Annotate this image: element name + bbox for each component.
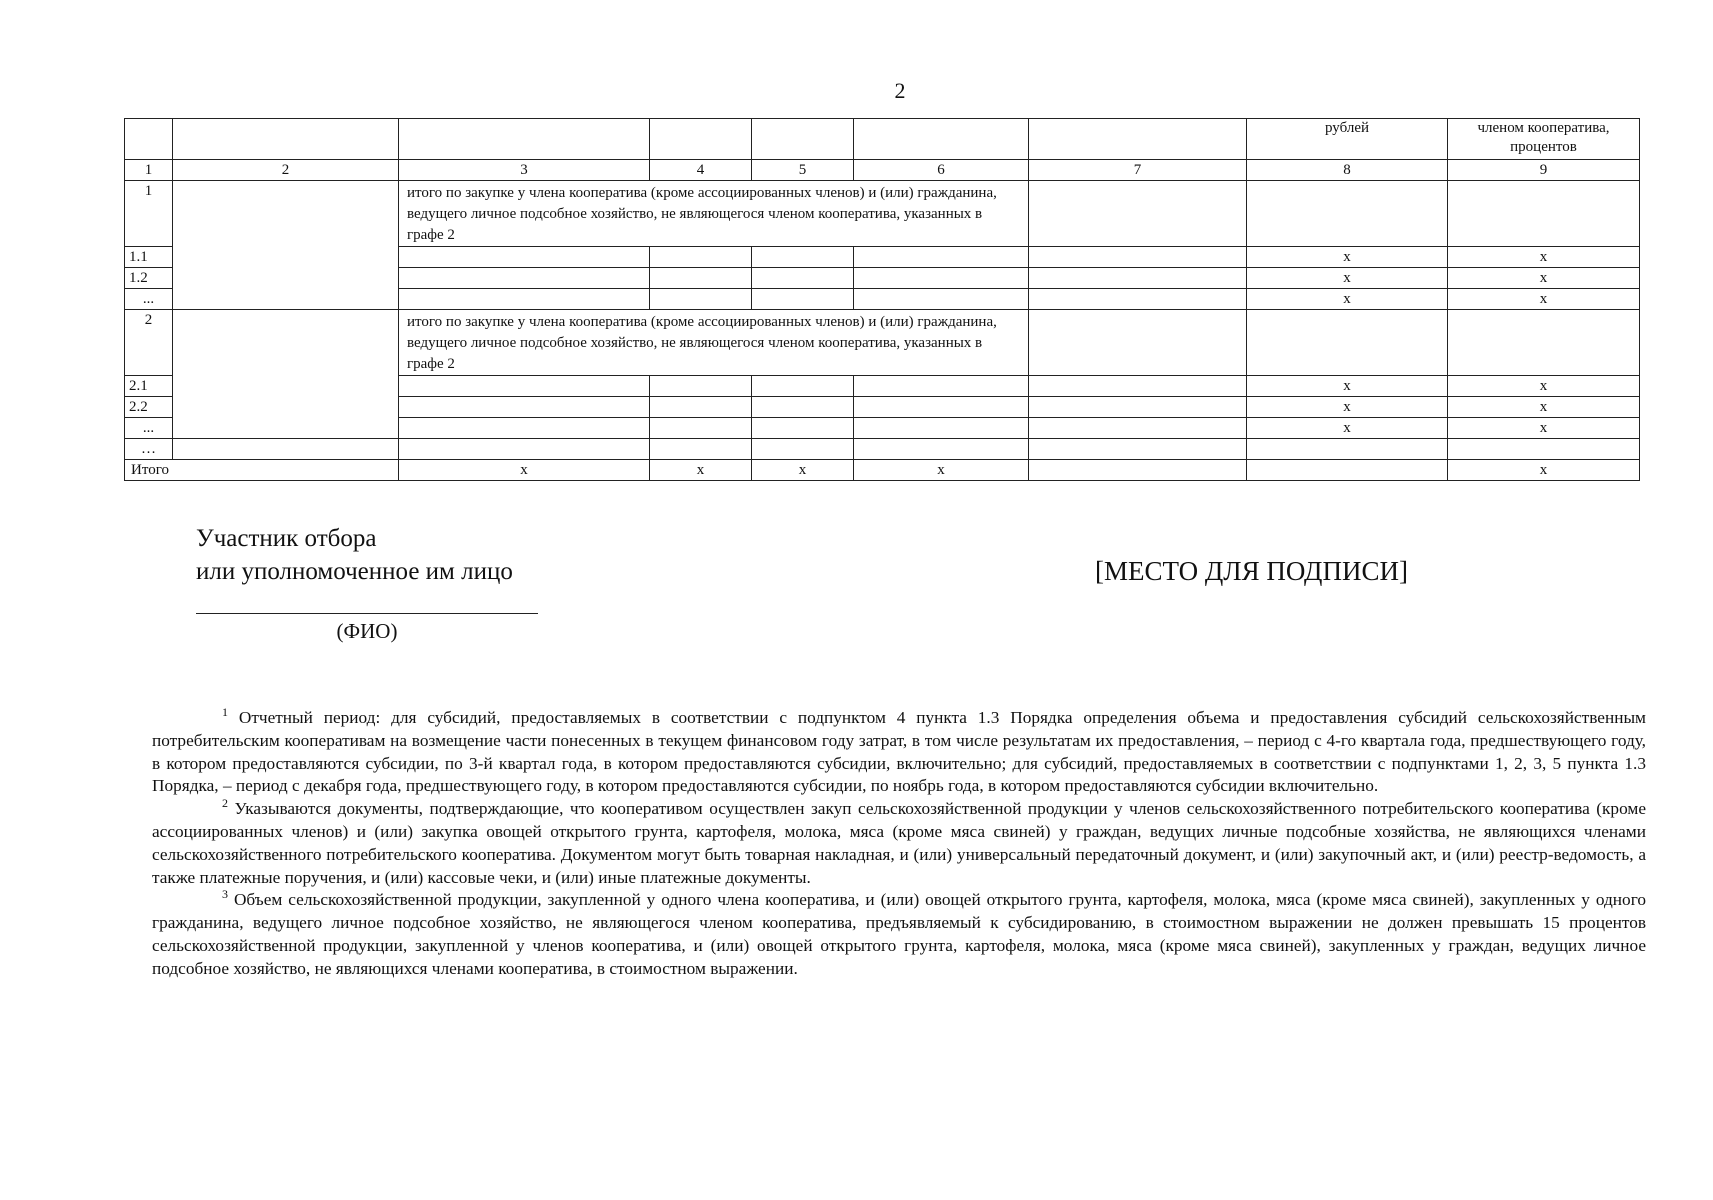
- footnote-text: Объем сельскохозяйственной продукции, закупленной у одного члена кооператива, и (или) овощей открытого грунта, картофеля, молока, мяса (кроме мяса свиней), закупленных у одного гражданина, ведущего личное подсобное хозяйство, не являющегося членом кооператива, предъявляемый к субсидированию, в стоимостном выражении не должен превышать 15 процентов сельскохозяйственной продукции, закупленной у членов кооператива, и (или) овощей открытого грунта, картофеля, молока, мяса (кроме мяса свиней), закупленных у граждан, ведущих личное подсобное хозяйство, не являющихся членами кооператива, в стоимостном выражении.: [152, 890, 1646, 978]
- group-row: [125, 181, 1640, 247]
- cell-x: x: [854, 460, 1029, 481]
- group-number: 2: [125, 310, 173, 376]
- row-number: 2.1: [125, 376, 173, 397]
- column-number: 5: [752, 160, 854, 181]
- footnote-mark: 1: [222, 705, 228, 719]
- group-row: [125, 310, 1640, 376]
- column-number: 4: [650, 160, 752, 181]
- cell-x: x: [1247, 247, 1448, 268]
- header-col8: рублей: [1247, 119, 1448, 160]
- member-name-cell: [173, 181, 399, 310]
- total-row: [125, 460, 1640, 481]
- cell-x: x: [1247, 289, 1448, 310]
- header-col9: членом кооператива, процентов: [1448, 119, 1640, 160]
- participant-line-1: Участник отбора: [196, 525, 377, 552]
- cell-x: x: [1448, 247, 1640, 268]
- column-number: 2: [173, 160, 399, 181]
- row-number: 2.2: [125, 397, 173, 418]
- footnote: [152, 798, 1646, 889]
- column-number: 7: [1029, 160, 1247, 181]
- column-number: 3: [399, 160, 650, 181]
- purchase-table: [124, 118, 1640, 481]
- cell-x: x: [1448, 460, 1640, 481]
- column-number: 1: [125, 160, 173, 181]
- group-number: 1: [125, 181, 173, 247]
- cell-x: x: [1448, 268, 1640, 289]
- group-subtotal-text: итого по закупке у члена кооператива (кроме ассоциированных членов) и (или) гражданина, ведущего личное подсобное хозяйство, не являющегося членом кооператива, указанных в графе 2: [399, 310, 1029, 376]
- footnotes: [152, 707, 1646, 981]
- footnote-mark: 2: [222, 796, 228, 811]
- cell-x: x: [752, 460, 854, 481]
- row-number: …: [125, 439, 173, 460]
- row-number: ...: [125, 418, 173, 439]
- fio-caption: (ФИО): [336, 619, 398, 643]
- signature-placeholder: [МЕСТО ДЛЯ ПОДПИСИ]: [1095, 556, 1408, 586]
- column-number: 9: [1448, 160, 1640, 181]
- column-number: 8: [1247, 160, 1448, 181]
- fio-underline: [196, 613, 538, 614]
- cell-x: x: [1247, 418, 1448, 439]
- participant-label: [196, 522, 513, 588]
- column-number: 6: [854, 160, 1029, 181]
- group-subtotal-text: итого по закупке у члена кооператива (кроме ассоциированных членов) и (или) гражданина, ведущего личное подсобное хозяйство, не являющегося членом кооператива, указанных в графе 2: [399, 181, 1029, 247]
- row-number: 1.1: [125, 247, 173, 268]
- cell-x: x: [399, 460, 650, 481]
- footnote-text: Указываются документы, подтверждающие, что кооперативом осуществлен закуп сельскохозяйственной продукции у членов сельскохозяйственного потребительского кооператива (кроме ассоциированных членов) и (или) закупка овощей открытого грунта, картофеля, молока, мяса (кроме мяса свиней) у граждан, ведущих личные подсобные хозяйства, не являющихся членами сельскохозяйственного потребительского кооператива. Документом могут быть товарная накладная, и (или) универсальный передаточный документ, и (или) закупочный акт, и (или) реестр-ведомость, а также платежные поручения, и (или) кассовые чеки, и (или) иные платежные документы.: [152, 799, 1646, 887]
- participant-line-2: или уполномоченное им лицо: [196, 558, 513, 585]
- cell-x: x: [1247, 268, 1448, 289]
- cell-x: x: [1448, 376, 1640, 397]
- footnote-mark: 3: [222, 887, 228, 902]
- table-row: [125, 439, 1640, 460]
- footnote-text: Отчетный период: для субсидий, предоставляемых в соответствии с подпунктом 4 пункта 1.3 Порядка определения объема и предоставления субсидий сельскохозяйственным потребительским кооперативам на возмещение части понесенных в текущем финансовом году затрат, в том числе результатам их предоставления, – период с 4-го квартала года, предшествующего году, в котором предоставляются субсидии, по 3-й квартал года, в котором предоставляются субсидии, включительно; для субсидий, предоставляемых в соответствии с подпунктами 1, 2, 3, 5 пункта 1.3 Порядка, – период с декабря года, предшествующего году, в котором предоставляются субсидии, по ноябрь года, в котором предоставляются субсидии включительно.: [152, 708, 1646, 796]
- cell-x: x: [1247, 397, 1448, 418]
- cell-x: x: [1247, 376, 1448, 397]
- footnote: [152, 707, 1646, 798]
- header-continuation-row: [125, 119, 1640, 160]
- row-number: 1.2: [125, 268, 173, 289]
- page-number: 2: [894, 78, 906, 103]
- footnote: [152, 889, 1646, 980]
- total-label: Итого: [125, 460, 399, 481]
- cell-x: x: [1448, 418, 1640, 439]
- cell-x: x: [650, 460, 752, 481]
- cell-x: x: [1448, 289, 1640, 310]
- column-numbers-row: [125, 160, 1640, 181]
- row-number: ...: [125, 289, 173, 310]
- member-name-cell: [173, 310, 399, 439]
- cell-x: x: [1448, 397, 1640, 418]
